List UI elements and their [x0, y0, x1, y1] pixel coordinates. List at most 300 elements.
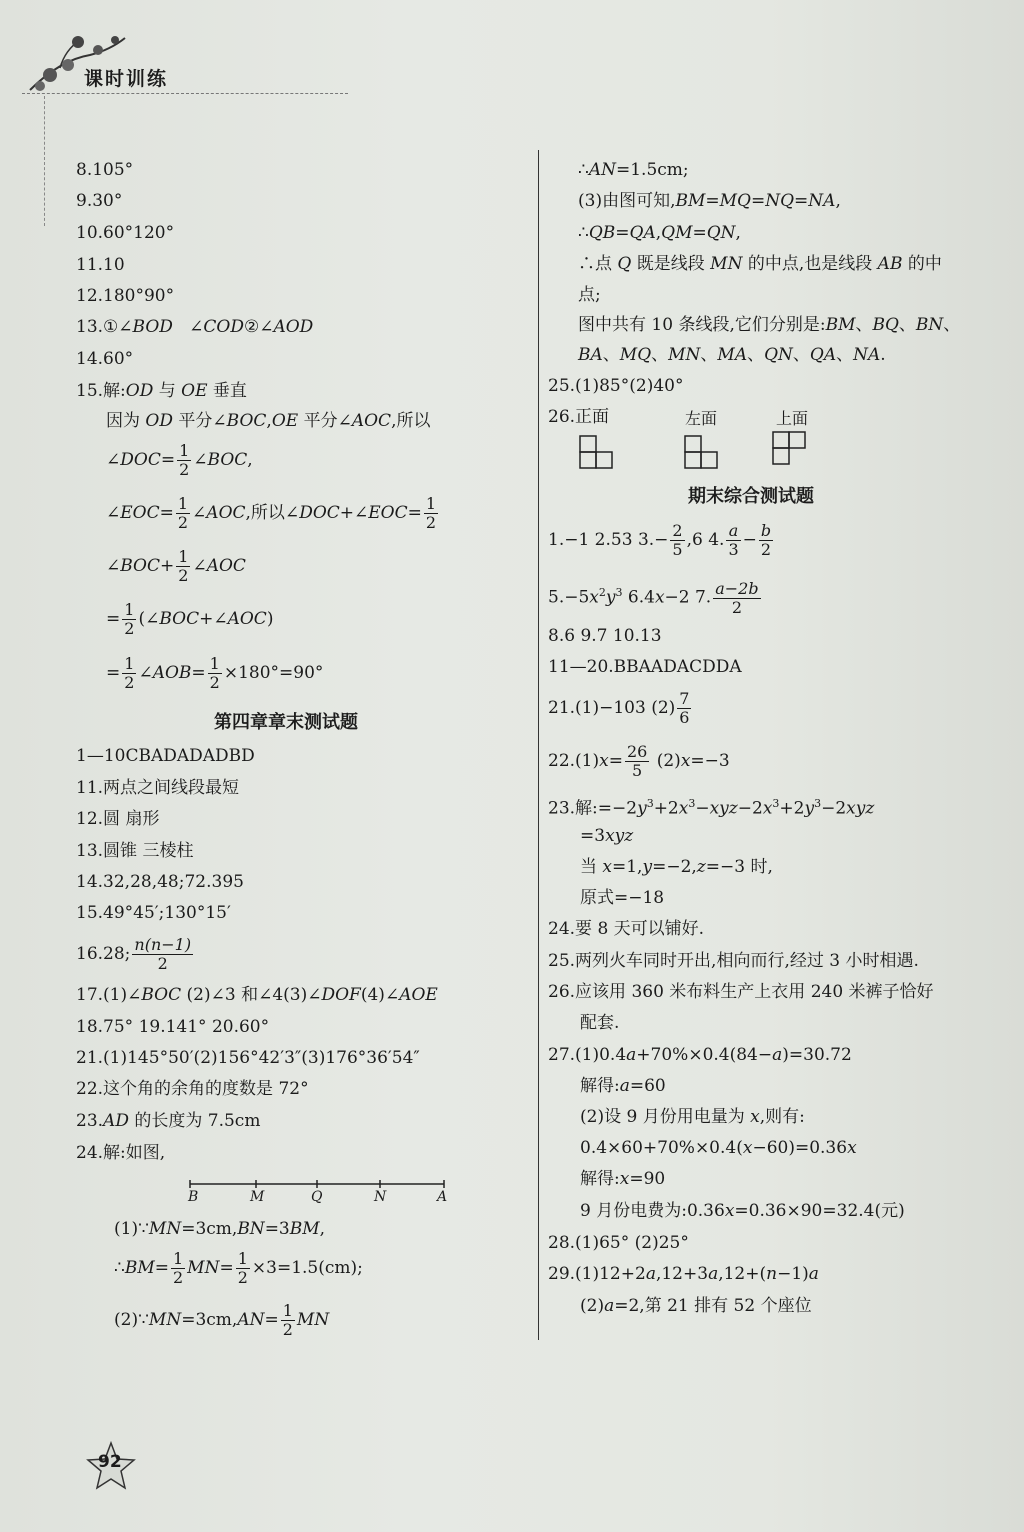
text: y: [605, 587, 616, 608]
numerator: 1: [179, 441, 190, 460]
answer-line: 28.(1)65° (2)25°: [548, 1233, 689, 1253]
text: 的长度为 7.5cm: [128, 1111, 261, 1131]
numerator: 1: [282, 1301, 293, 1320]
text: 平分∠: [172, 411, 227, 431]
text: =3: [264, 1219, 290, 1239]
text: AD: [103, 1111, 129, 1131]
text: 、: [602, 345, 620, 365]
text: AOE: [399, 985, 438, 1005]
text: −2: [737, 798, 763, 819]
text: ②∠: [243, 317, 274, 337]
numerator: 1: [177, 494, 189, 513]
answer-line: [548, 575, 763, 617]
numerator: 1: [124, 654, 135, 673]
answer-line: 11.两点之间线段最短: [76, 778, 240, 798]
text: AOC: [351, 411, 392, 431]
text: OD: [145, 411, 173, 431]
denominator: 6: [679, 708, 690, 727]
text: =: [159, 503, 174, 523]
text: BM: [124, 1258, 155, 1278]
answer-line: [548, 793, 874, 820]
text: AN: [588, 160, 616, 180]
answer-line: [114, 1302, 329, 1339]
text: a: [604, 1296, 615, 1316]
text: =: [106, 663, 121, 683]
fraction: [122, 601, 136, 638]
text: (2): [651, 751, 681, 771]
text: QN: [706, 223, 736, 243]
text: 0.4×60+70%×0.4(: [580, 1138, 743, 1158]
text: 27.(1)0.4: [548, 1045, 627, 1065]
denominator: 5: [672, 540, 683, 559]
text: )=30.72: [782, 1045, 852, 1065]
text: x: [602, 857, 612, 877]
text: MN: [710, 254, 743, 274]
text: NA: [808, 191, 836, 211]
text: −60)=0.36: [752, 1138, 848, 1158]
answer-line: [578, 344, 886, 366]
answer-line: [76, 380, 247, 402]
text: 17.(1)∠: [76, 985, 142, 1005]
fraction: [677, 690, 691, 727]
text: DOF: [321, 985, 361, 1005]
numerator: n(n−1): [134, 935, 192, 954]
point-label-N: N: [374, 1189, 387, 1205]
margin-rule: [44, 96, 45, 226]
top-view-icon: [771, 430, 811, 466]
text: a: [626, 1045, 637, 1065]
text: a: [645, 1264, 656, 1284]
text: =3cm,: [181, 1310, 238, 1330]
fraction: [236, 1250, 250, 1287]
fraction: [726, 522, 740, 559]
text: y: [804, 798, 815, 819]
answer-line: [106, 548, 246, 585]
text: 23.: [76, 1111, 104, 1131]
text: ,则有:: [759, 1107, 805, 1127]
answer-line: 21.(1)145°50′(2)156°42′3″(3)176°36′54″: [76, 1048, 420, 1068]
text: x: [599, 751, 609, 771]
answer-line: [580, 856, 773, 878]
answer-line: 10.60°120°: [76, 223, 175, 243]
text: QB: [588, 223, 616, 243]
fraction: [713, 580, 760, 617]
text: 解得:: [580, 1169, 620, 1189]
answer-line: [548, 1044, 852, 1066]
text: Q: [617, 254, 632, 274]
fraction: [625, 743, 649, 780]
view-label-top: 上面: [776, 409, 809, 428]
text: a: [808, 1264, 819, 1284]
text: =: [264, 1310, 279, 1330]
text: =: [615, 223, 630, 243]
answer-line: 点;: [578, 285, 601, 305]
answer-line: [578, 253, 942, 275]
text: 、: [943, 315, 961, 335]
answer-line: [580, 1137, 857, 1159]
page-number: 92: [98, 1452, 122, 1472]
point-label-B: B: [188, 1189, 199, 1205]
answer-line: 15.49°45′;130°15′: [76, 903, 231, 923]
fraction: [171, 1250, 185, 1287]
answer-line: 8.6 9.7 10.13: [548, 626, 662, 646]
fraction: [759, 522, 773, 559]
text: AOC: [227, 609, 267, 629]
answer-line: [578, 190, 841, 212]
text: ×180°=90°: [223, 663, 324, 683]
text: OD: [125, 381, 154, 401]
exponent: 3: [814, 797, 822, 810]
text: NQ: [765, 191, 795, 211]
denominator: 2: [177, 513, 189, 532]
denominator: 2: [124, 673, 135, 692]
numerator: 1: [178, 547, 189, 566]
text: 23.解:=−2: [548, 798, 638, 819]
text: ∠: [192, 503, 207, 523]
text: =60: [629, 1076, 666, 1096]
text: ∴: [578, 223, 589, 243]
text: a: [772, 1045, 783, 1065]
text: AB: [877, 254, 903, 274]
text: ,所以: [391, 411, 431, 431]
denominator: 2: [425, 513, 437, 532]
denominator: 2: [172, 1268, 184, 1287]
numerator: 1: [172, 1249, 184, 1268]
text: =3cm,: [181, 1219, 238, 1239]
answer-line: [580, 1200, 905, 1222]
text: x: [762, 798, 773, 819]
text: DOC: [299, 503, 340, 523]
text: n: [766, 1264, 778, 1284]
text: ∴点: [578, 254, 618, 274]
text: z: [696, 857, 706, 877]
answer-line: 18.75° 19.141° 20.60°: [76, 1017, 270, 1037]
text: ∠: [106, 503, 121, 523]
exponent: 3: [688, 797, 696, 810]
answer-line: [578, 314, 960, 336]
text: xyz: [605, 826, 634, 846]
exponent: 3: [772, 797, 780, 810]
text: 5.−5: [548, 587, 590, 608]
text: 22.(1): [548, 751, 600, 771]
text: AN: [237, 1310, 265, 1330]
text: a: [619, 1076, 630, 1096]
text: ,: [247, 450, 253, 470]
answer-line: [76, 316, 313, 338]
fraction: [132, 936, 193, 973]
text: x: [678, 798, 689, 819]
front-view-icon: [578, 434, 618, 470]
text: ∠: [193, 450, 208, 470]
text: MQ: [619, 345, 652, 365]
text: x: [750, 1107, 760, 1127]
text: MQ: [719, 191, 751, 211]
text: AOB: [152, 663, 192, 683]
text: 既是线段: [631, 254, 711, 274]
denominator: 3: [728, 540, 739, 559]
text: 平分∠: [298, 411, 352, 431]
text: ∠: [106, 556, 121, 576]
text: =: [219, 1258, 234, 1278]
denominator: 2: [179, 460, 190, 479]
text: 的中: [902, 254, 942, 274]
text: xyz: [709, 798, 738, 819]
text: ×3=1.5(cm);: [251, 1258, 363, 1278]
answer-line: [106, 601, 273, 638]
text: 29.(1)12+2: [548, 1264, 646, 1284]
answer-line: 原式=−18: [580, 888, 665, 908]
text: AOD: [273, 317, 314, 337]
answer-line: 12.圆 扇形: [76, 809, 160, 829]
denominator: 2: [731, 597, 742, 617]
answer-line: [76, 936, 195, 973]
text: COD: [203, 317, 244, 337]
text: BOC: [207, 450, 248, 470]
denominator: 2: [282, 1320, 293, 1339]
text: QA: [629, 223, 656, 243]
text: 、: [836, 345, 854, 365]
denominator: 2: [157, 954, 168, 973]
point-label-A: A: [437, 1189, 448, 1205]
answer-line: [578, 159, 689, 181]
text: BOC: [159, 609, 200, 629]
text: BM: [675, 191, 706, 211]
text: =0.36×90=32.4(元): [734, 1201, 905, 1221]
answer-line: 配套.: [580, 1013, 620, 1033]
text: 6.4: [622, 587, 655, 608]
answer-line: [548, 1263, 819, 1285]
text: x: [589, 587, 599, 608]
text: BOD: [132, 317, 173, 337]
text: 当: [580, 857, 603, 877]
text: BN: [915, 315, 944, 335]
answer-line: 11.10: [76, 255, 125, 275]
text: 与: [153, 381, 182, 401]
text: 、: [855, 315, 873, 335]
answer-line: 25.(1)85°(2)40°: [548, 376, 684, 396]
text: NA: [853, 345, 881, 365]
text: 垂直: [207, 381, 247, 401]
numerator: b: [760, 521, 772, 540]
text: −2: [821, 798, 847, 819]
answer-line: [580, 1075, 666, 1097]
exponent: 2: [598, 586, 606, 599]
text: (2)设 9 月份用电量为: [580, 1107, 751, 1127]
text: 15.解:: [76, 381, 126, 401]
text: (2)∠3 和∠4(3)∠: [181, 985, 322, 1005]
text: x: [847, 1138, 857, 1158]
text: BQ: [872, 315, 899, 335]
text: 1.−1 2.53 3.−: [548, 530, 669, 550]
header-title: 课时训练: [84, 68, 169, 90]
text: BOC: [141, 985, 182, 1005]
answer-line: 11—20.BBAADACDDA: [548, 657, 742, 677]
text: +∠: [339, 503, 369, 523]
fraction: [176, 548, 190, 585]
fraction: [177, 442, 191, 479]
fraction: [670, 522, 684, 559]
text: =−3 时,: [705, 857, 773, 877]
answer-line: [580, 825, 633, 847]
answer-line: 1—10CBADADADBD: [76, 746, 255, 766]
text: MN: [148, 1310, 182, 1330]
answer-line: [106, 442, 253, 479]
text: 、: [792, 345, 810, 365]
denominator: 2: [237, 1268, 248, 1287]
text: AOC: [206, 556, 246, 576]
text: =−2,: [652, 857, 697, 877]
text: =: [750, 191, 766, 211]
answer-line: [578, 222, 741, 244]
text: −1): [777, 1264, 809, 1284]
answer-line: [114, 1250, 363, 1287]
text: ,6 4.: [686, 530, 725, 550]
text: (2)∵: [114, 1310, 149, 1330]
answer-line: 9.30°: [76, 191, 123, 211]
answer-line: [106, 410, 430, 432]
text: 21.(1)−103 (2): [548, 698, 676, 718]
answer-line: 13.圆锥 三棱柱: [76, 841, 194, 861]
text: y: [642, 857, 653, 877]
text: ,: [319, 1219, 326, 1239]
text: BN: [237, 1219, 265, 1239]
text: .: [880, 345, 886, 365]
text: =: [794, 191, 809, 211]
answer-line: [548, 690, 693, 727]
text: MN: [296, 1310, 330, 1330]
text: AOC: [206, 503, 246, 523]
answer-line: 25.两列火车同时开出,相向而行,经过 3 小时相遇.: [548, 951, 919, 971]
text: =: [106, 609, 121, 629]
text: MA: [717, 345, 748, 365]
answer-line: 14.32,28,48;72.395: [76, 872, 244, 892]
text: ,12+3: [655, 1264, 709, 1284]
text: x: [619, 1169, 630, 1189]
numerator: 1: [425, 494, 437, 513]
text: +∠: [199, 609, 228, 629]
text: ∠: [138, 663, 153, 683]
text: QA: [809, 345, 837, 365]
text: OE: [271, 411, 299, 431]
exponent: 3: [615, 586, 623, 599]
text: =−3: [690, 751, 730, 771]
text: 、: [747, 345, 765, 365]
left-view-icon: [683, 434, 723, 470]
text: 16.28;: [76, 944, 131, 964]
answer-line: [76, 984, 438, 1006]
answer-line: [76, 1110, 260, 1132]
section-heading: 期末综合测试题: [688, 486, 814, 507]
text: =1,: [612, 857, 643, 877]
text: xyz: [846, 798, 875, 819]
text: ,: [835, 191, 841, 211]
text: EOC: [368, 503, 408, 523]
text: QM: [661, 223, 693, 243]
text: x: [724, 1201, 735, 1221]
text: =: [407, 503, 422, 523]
text: (1)∵: [114, 1219, 149, 1239]
text: ,: [266, 411, 272, 431]
text: =3: [580, 826, 606, 846]
text: ,所以∠: [245, 503, 300, 523]
text: ∠: [192, 556, 207, 576]
text: +2: [779, 798, 805, 819]
text: 、: [700, 345, 718, 365]
text: 13.①∠: [76, 317, 133, 337]
text: =: [160, 450, 176, 470]
text: 9 月份电费为:0.36: [580, 1201, 725, 1221]
text: x: [680, 751, 691, 771]
text: −: [695, 798, 710, 819]
text: (2): [580, 1296, 605, 1316]
fraction: [122, 655, 136, 692]
text: a: [708, 1264, 719, 1284]
text: ∠: [189, 317, 204, 337]
text: 解得:: [580, 1076, 620, 1096]
text: ∴: [578, 160, 589, 180]
text: =: [608, 751, 623, 771]
text: QN: [764, 345, 793, 365]
view-label-left: 左面: [685, 409, 718, 428]
answer-line: [580, 1168, 665, 1190]
answer-line: 14.60°: [76, 349, 134, 369]
denominator: 2: [178, 566, 189, 585]
answer-line: [580, 1295, 812, 1317]
text: =2,第 21 排有 52 个座位: [614, 1296, 812, 1316]
text: =1.5cm;: [615, 160, 689, 180]
text: EOC: [120, 503, 160, 523]
text: (3)由图可知,: [578, 191, 676, 211]
text: MN: [668, 345, 701, 365]
numerator: 1: [237, 1249, 248, 1268]
text: =90: [629, 1169, 666, 1189]
answer-line: 26.正面: [548, 407, 610, 427]
answer-line: 26.应该用 360 米布料生产上衣用 240 米裤子恰好: [548, 982, 934, 1002]
text: 的中点,也是线段: [742, 254, 878, 274]
answer-line: [114, 1218, 325, 1240]
denominator: 2: [760, 540, 772, 559]
text: ,: [655, 223, 662, 243]
text: BOC: [226, 411, 267, 431]
text: BM: [825, 315, 856, 335]
text: −2 7.: [664, 587, 712, 608]
answer-line: 24.解:如图,: [76, 1143, 166, 1163]
answer-line: 8.105°: [76, 160, 134, 180]
exponent: 3: [646, 797, 654, 810]
answer-line: [106, 495, 440, 532]
text: OE: [181, 381, 208, 401]
fraction: [208, 655, 222, 692]
section-heading: 第四章章末测试题: [214, 712, 358, 733]
answer-line: 22.这个角的余角的度数是 72°: [76, 1079, 309, 1099]
answer-line: [548, 743, 730, 780]
answer-line: [106, 655, 323, 692]
text: DOC: [120, 450, 161, 470]
text: +2: [653, 798, 679, 819]
text: =: [191, 663, 206, 683]
fraction: [281, 1302, 295, 1339]
numerator: a−2b: [715, 578, 759, 598]
text: (∠: [138, 609, 160, 629]
header: [20, 20, 350, 100]
text: y: [637, 798, 647, 819]
numerator: a: [726, 522, 740, 541]
answer-line: 24.要 8 天可以铺好.: [548, 919, 705, 939]
fraction: [176, 495, 190, 532]
text: +: [160, 556, 175, 576]
text: x: [654, 587, 665, 608]
denominator: 2: [209, 673, 220, 692]
